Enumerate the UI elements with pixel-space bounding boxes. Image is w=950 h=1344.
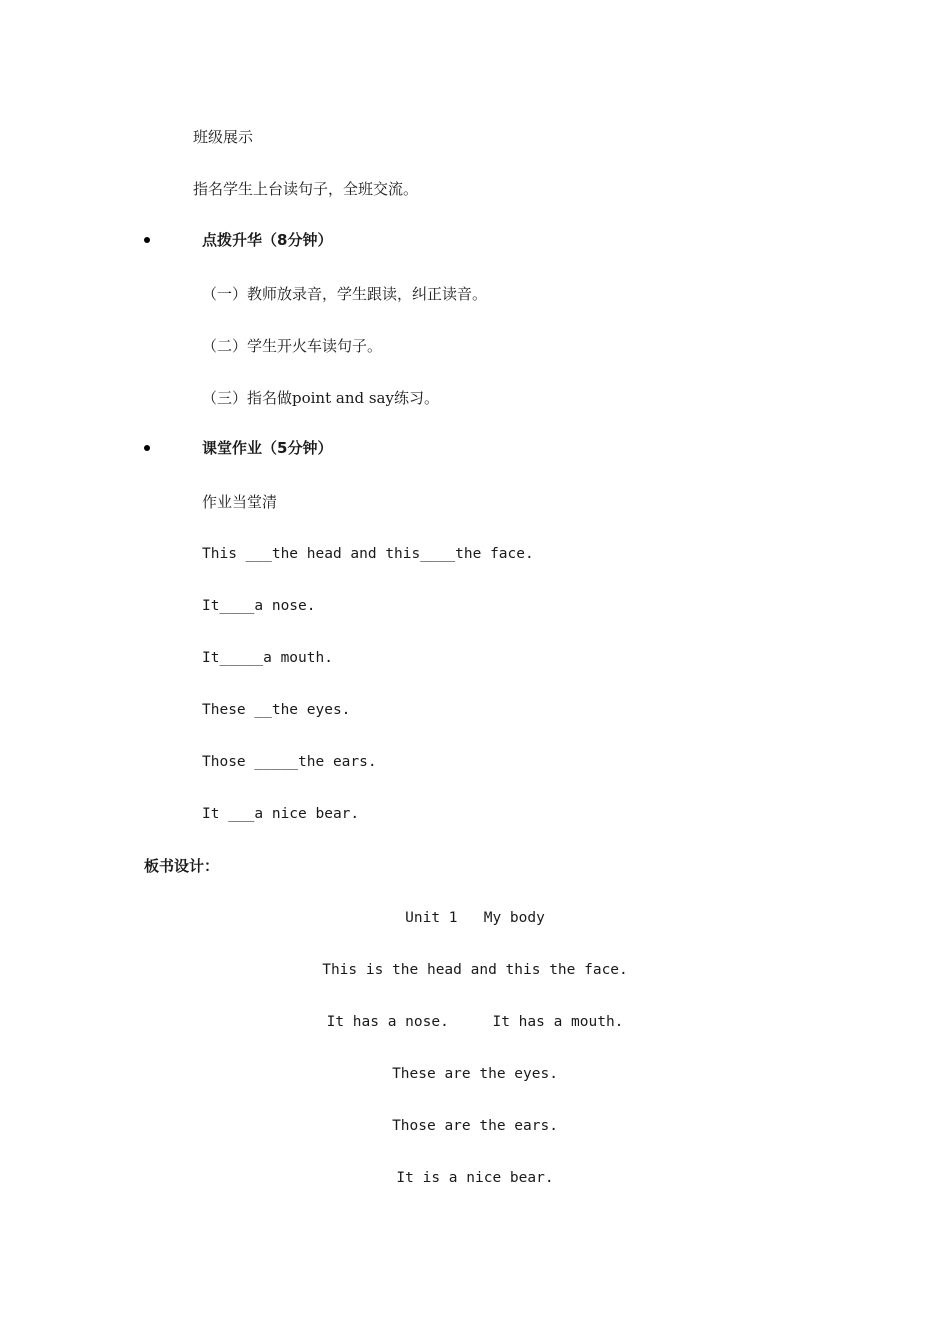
- board-line: These are the eyes.: [392, 1066, 558, 1082]
- bullet-icon: [144, 237, 150, 243]
- section-heading: 点拨升华（8分钟）: [202, 231, 333, 249]
- list-item: （三）指名做point and say练习。: [202, 389, 439, 407]
- exercise-line: These __the eyes.: [202, 702, 351, 718]
- section-title: 班级展示: [193, 128, 254, 146]
- exercise-line: It_____a mouth.: [202, 650, 333, 666]
- board-heading: 板书设计：: [144, 857, 220, 875]
- exercise-line: It ___a nice bear.: [202, 806, 360, 822]
- bullet-icon: [144, 445, 150, 451]
- board-line: It has a nose. It has a mouth.: [326, 1014, 624, 1030]
- section-text: 指名学生上台读句子，全班交流。: [193, 180, 419, 198]
- section-subtitle: 作业当堂清: [202, 493, 278, 511]
- exercise-line: It____a nose.: [202, 598, 316, 614]
- list-item: （一）教师放录音，学生跟读，纠正读音。: [202, 285, 488, 303]
- board-line: Those are the ears.: [392, 1118, 558, 1134]
- exercise-line: Those _____the ears.: [202, 754, 377, 770]
- board-title: Unit 1 My body: [405, 910, 545, 926]
- list-item: （二）学生开火车读句子。: [202, 337, 383, 355]
- board-line: It is a nice bear.: [396, 1170, 554, 1186]
- section-heading: 课堂作业（5分钟）: [202, 439, 333, 457]
- board-line: This is the head and this the face.: [322, 962, 628, 978]
- exercise-line: This ___the head and this____the face.: [202, 546, 534, 562]
